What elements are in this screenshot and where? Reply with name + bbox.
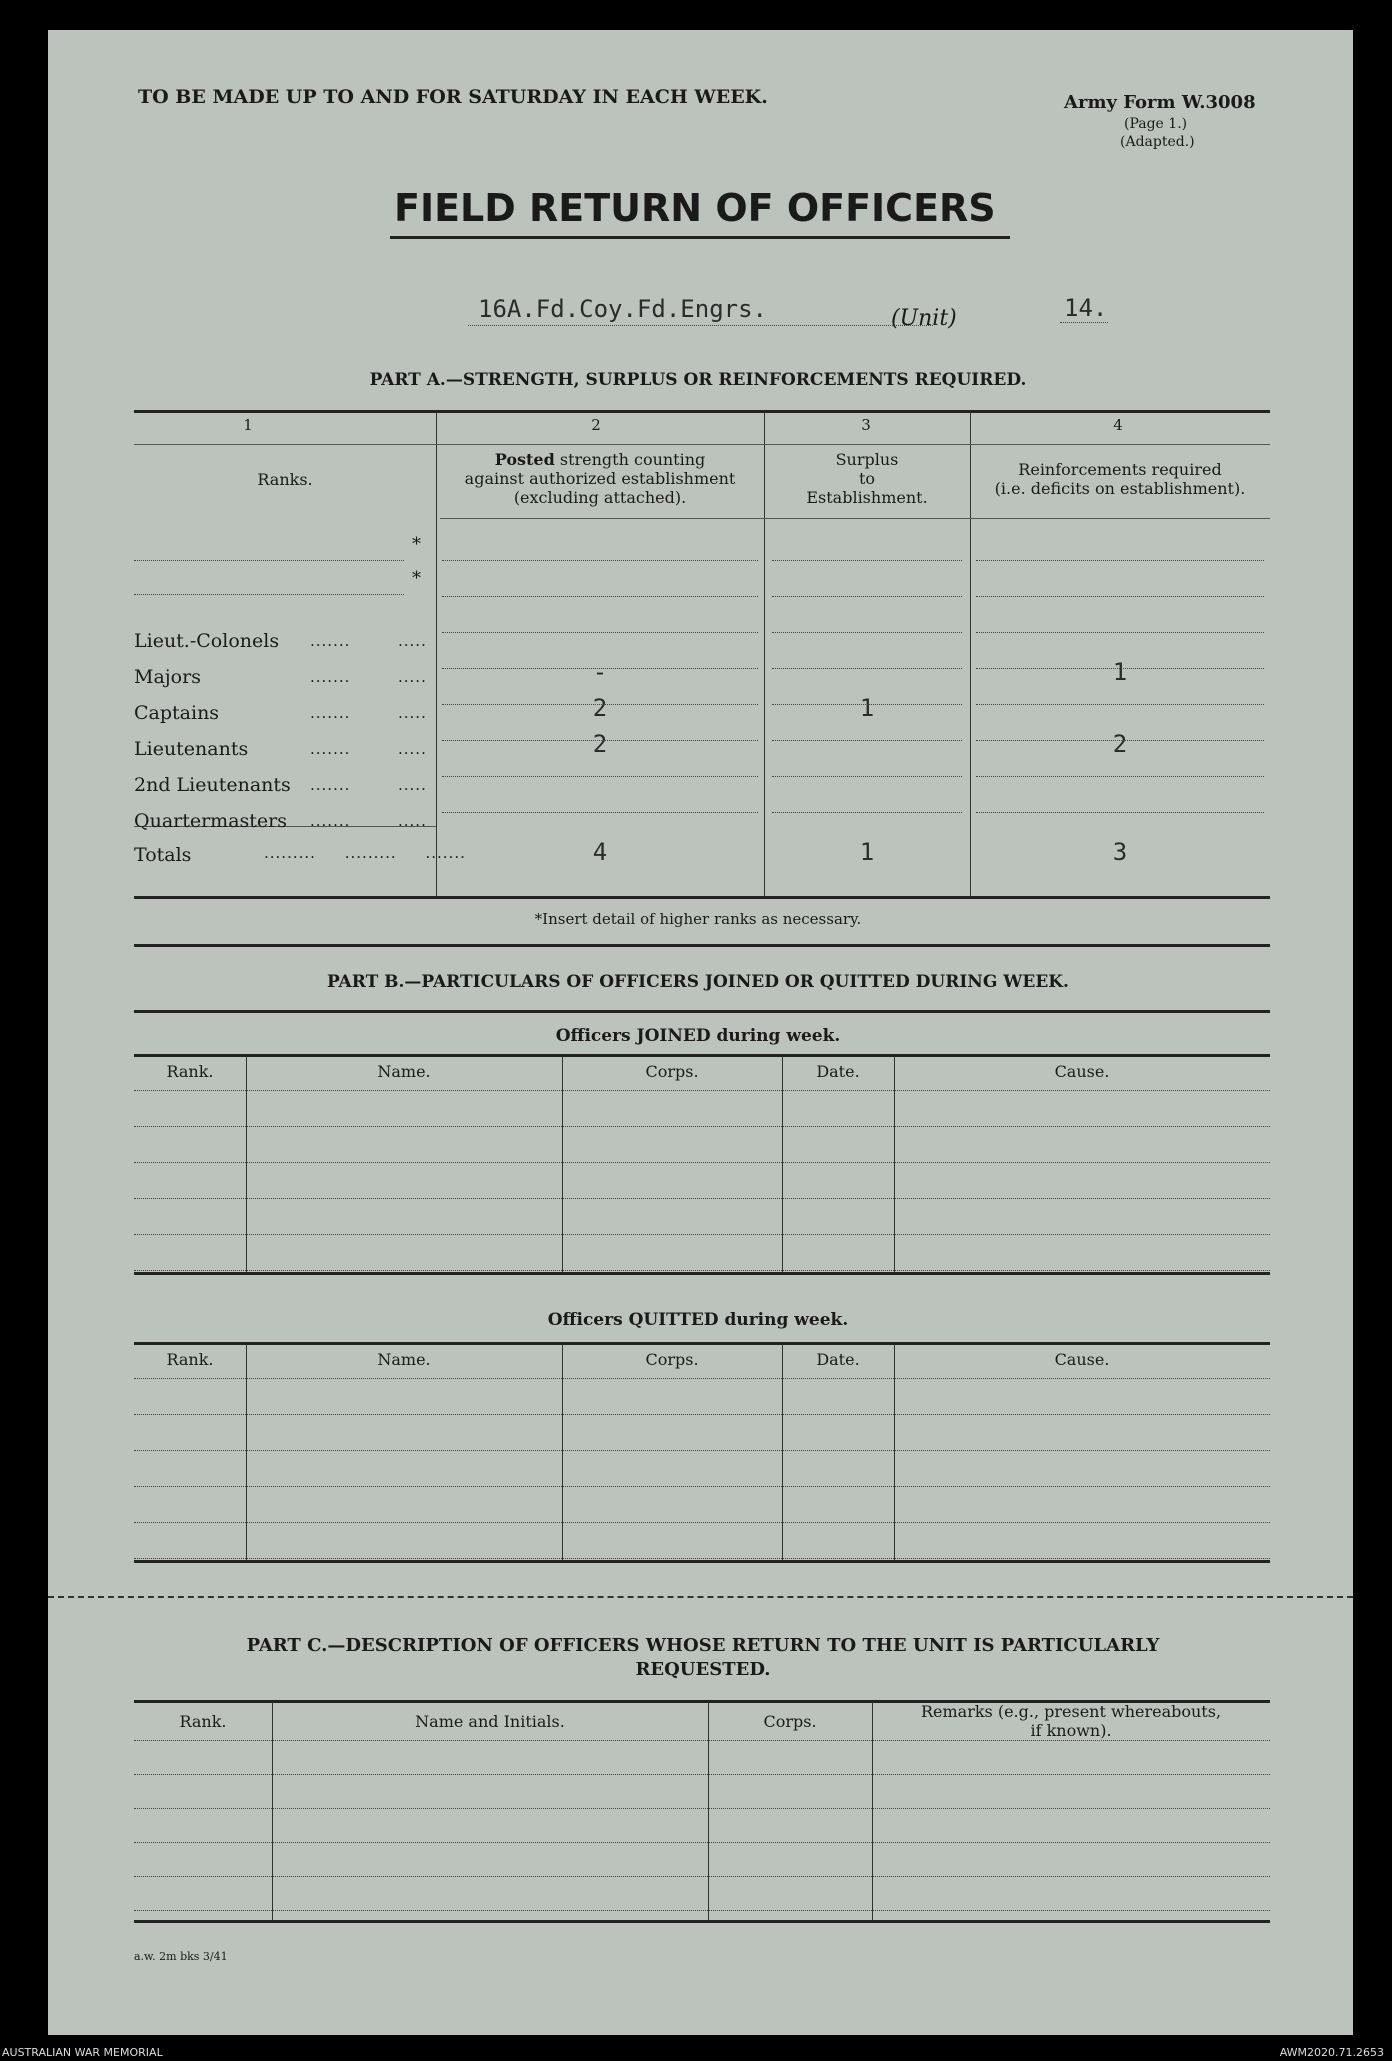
unit-value: 16A.Fd.Coy.Fd.Engrs.	[478, 295, 767, 323]
part-c-row-line	[134, 1808, 1270, 1809]
rank-label: Majors	[134, 666, 201, 688]
part-c-col-divider	[872, 1702, 873, 1920]
surplus-cell-line	[772, 812, 962, 813]
rank-label: 2nd Lieutenants	[134, 774, 291, 796]
quitted-bottom-rule	[134, 1560, 1270, 1563]
quitted-row-line	[134, 1522, 1270, 1523]
posted-value: 2	[592, 730, 608, 758]
joined-row-line	[134, 1126, 1270, 1127]
joined-row-line	[134, 1198, 1270, 1199]
rank-leader: .....	[398, 776, 427, 794]
posted-cell-line	[442, 596, 758, 597]
joined-row-line	[134, 1090, 1270, 1091]
rank-label: Quartermasters	[134, 810, 287, 832]
page-label: (Page 1.)	[1124, 116, 1188, 132]
unit-number-line	[1060, 322, 1108, 323]
part-a-header-rule	[440, 518, 1270, 519]
rank-leader: .....	[398, 668, 427, 686]
part-c-row-line	[134, 1910, 1270, 1911]
remarks-header	[872, 1702, 1270, 1740]
star-row-2-line	[134, 594, 404, 595]
col-number-4: 4	[1113, 416, 1123, 434]
joined-col-divider	[782, 1056, 783, 1272]
surplus-cell-line	[772, 776, 962, 777]
part-c-heading-line1: PART C.—DESCRIPTION OF OFFICERS WHOSE RETURN TO THE UNIT IS PARTICULARLY	[246, 1635, 1160, 1656]
part-c-col-header: Corps.	[763, 1712, 817, 1731]
surplus-cell-line	[772, 704, 962, 705]
joined-col-divider	[562, 1056, 563, 1272]
part-c-heading-line2: REQUESTED.	[635, 1659, 771, 1680]
col-posted-header-line2: against authorized establishment	[464, 469, 736, 488]
title-underline	[390, 236, 1010, 239]
part-a-top-rule	[134, 410, 1270, 413]
col-reinf-header	[970, 460, 1270, 498]
part-c-col-header: Rank.	[179, 1712, 227, 1731]
rank-leader: .......	[310, 776, 351, 794]
part-a-bottom-rule	[134, 896, 1270, 899]
part-b-heading-rule	[134, 1010, 1270, 1013]
remarks-line2: if known).	[1030, 1721, 1112, 1740]
joined-col-divider	[246, 1056, 247, 1272]
quitted-row-line	[134, 1414, 1270, 1415]
unit-label: (Unit)	[891, 306, 957, 331]
joined-col-header: Cause.	[1054, 1062, 1110, 1081]
star-mark-1: *	[412, 534, 421, 555]
reinf-value: 2	[1112, 730, 1128, 758]
part-c-row-line	[134, 1876, 1270, 1877]
posted-cell-line	[442, 668, 758, 669]
rank-leader: .......	[310, 632, 351, 650]
unit-number: 14.	[1064, 294, 1108, 322]
totals-surplus: 1	[859, 838, 875, 866]
col-posted-header-rest: strength counting	[554, 450, 706, 469]
surplus-value: 1	[859, 694, 875, 722]
quitted-col-divider	[562, 1344, 563, 1560]
rank-leader: .......	[310, 668, 351, 686]
rank-label: Lieutenants	[134, 738, 249, 760]
col-reinf-line2: (i.e. deficits on establishment).	[994, 479, 1246, 498]
reinf-value: 1	[1112, 658, 1128, 686]
col-number-2: 2	[591, 416, 601, 434]
joined-bottom-rule	[134, 1272, 1270, 1275]
quitted-col-header: Date.	[816, 1350, 860, 1369]
posted-cell-line	[442, 812, 758, 813]
col-posted-header-line3: (excluding attached).	[513, 488, 687, 507]
surplus-cell-line	[772, 668, 962, 669]
part-c-col-divider	[272, 1702, 273, 1920]
joined-row-line	[134, 1162, 1270, 1163]
part-c-heading	[128, 1634, 1278, 1682]
totals-reinf: 3	[1112, 838, 1128, 866]
rank-leader: .....	[398, 740, 427, 758]
part-c-col-divider	[708, 1702, 709, 1920]
col-surplus-line2: to	[858, 469, 876, 488]
remarks-line1: Remarks (e.g., present whereabouts,	[920, 1702, 1222, 1721]
joined-row-line	[134, 1270, 1270, 1271]
quitted-col-divider	[894, 1344, 895, 1560]
joined-row-line	[134, 1234, 1270, 1235]
joined-col-header: Rank.	[166, 1062, 214, 1081]
totals-leader: ......... ......... .......	[264, 844, 466, 862]
print-code: a.w. 2m bks 3/41	[134, 1950, 228, 1963]
joined-col-header: Date.	[816, 1062, 860, 1081]
posted-cell-line	[442, 560, 758, 561]
part-a-footnote: *Insert detail of higher ranks as necessary.	[534, 910, 862, 928]
joined-top-rule	[134, 1054, 1270, 1057]
joined-col-divider	[894, 1056, 895, 1272]
quitted-col-header: Rank.	[166, 1350, 214, 1369]
part-a-heading: PART A.—STRENGTH, SURPLUS OR REINFORCEMENTS REQUIRED.	[369, 370, 1027, 390]
footer-bar	[0, 2045, 1392, 2061]
totals-posted: 4	[592, 838, 608, 866]
reinf-cell-line	[976, 740, 1264, 741]
totals-label: Totals	[134, 844, 192, 866]
form-paper	[48, 30, 1353, 2035]
posted-cell-line	[442, 740, 758, 741]
part-c-row-line	[134, 1842, 1270, 1843]
reinf-cell-line	[976, 704, 1264, 705]
quitted-col-header: Name.	[377, 1350, 431, 1369]
rank-leader: .....	[398, 812, 427, 830]
col-number-1: 1	[243, 416, 253, 434]
rank-leader: .....	[398, 704, 427, 722]
reinf-cell-line	[976, 596, 1264, 597]
quitted-col-header: Corps.	[645, 1350, 699, 1369]
quitted-col-header: Cause.	[1054, 1350, 1110, 1369]
col-ranks-header: Ranks.	[257, 470, 313, 489]
quitted-row-line	[134, 1486, 1270, 1487]
posted-value: -	[592, 658, 608, 686]
quitted-row-line	[134, 1450, 1270, 1451]
posted-value: 2	[592, 694, 608, 722]
rank-leader: .......	[310, 812, 351, 830]
reinf-cell-line	[976, 632, 1264, 633]
col-surplus-line1: Surplus	[835, 450, 899, 469]
part-a-footnote-rule	[134, 944, 1270, 947]
part-c-row-line	[134, 1774, 1270, 1775]
footer-right: AWM2020.71.2653	[1279, 2046, 1384, 2059]
form-id: Army Form W.3008	[1064, 92, 1256, 113]
adapted-label: (Adapted.)	[1120, 134, 1195, 150]
surplus-cell-line	[772, 740, 962, 741]
quitted-col-divider	[782, 1344, 783, 1560]
col-number-3: 3	[861, 416, 871, 434]
instruction-text: TO BE MADE UP TO AND FOR SATURDAY IN EACH WEEK.	[138, 86, 768, 108]
rank-leader: .......	[310, 740, 351, 758]
col-surplus-line3: Establishment.	[806, 488, 928, 507]
surplus-cell-line	[772, 632, 962, 633]
rank-label: Lieut.-Colonels	[134, 630, 280, 652]
reinf-cell-line	[976, 776, 1264, 777]
quitted-title: Officers QUITTED during week.	[547, 1310, 849, 1330]
quitted-row-line	[134, 1378, 1270, 1379]
joined-col-header: Name.	[377, 1062, 431, 1081]
posted-cell-line	[442, 632, 758, 633]
part-a-number-rule	[134, 444, 1270, 445]
part-c-bottom-rule	[134, 1920, 1270, 1923]
reinf-cell-line	[976, 812, 1264, 813]
reinf-cell-line	[976, 560, 1264, 561]
posted-cell-line	[442, 776, 758, 777]
unit-dotted-line	[468, 325, 933, 326]
surplus-cell-line	[772, 596, 962, 597]
posted-cell-line	[442, 704, 758, 705]
joined-title: Officers JOINED during week.	[555, 1026, 841, 1046]
rank-label: Captains	[134, 702, 220, 724]
col-posted-header	[436, 450, 764, 507]
part-c-col-header: Name and Initials.	[415, 1712, 565, 1731]
quitted-top-rule	[134, 1342, 1270, 1345]
rank-leader: .......	[310, 704, 351, 722]
star-row-1-line	[134, 560, 404, 561]
joined-col-header: Corps.	[645, 1062, 699, 1081]
col-reinf-line1: Reinforcements required	[1018, 460, 1222, 479]
quitted-row-line	[134, 1558, 1270, 1559]
col-surplus-header	[764, 450, 970, 507]
star-mark-2: *	[412, 568, 421, 589]
reinf-cell-line	[976, 668, 1264, 669]
tear-line	[48, 1596, 1353, 1598]
part-b-heading: PART B.—PARTICULARS OF OFFICERS JOINED OR QUITTED DURING WEEK.	[327, 972, 1069, 992]
col-posted-header-bold: Posted	[494, 450, 555, 469]
surplus-cell-line	[772, 560, 962, 561]
rank-leader: .....	[398, 632, 427, 650]
footer-left: AUSTRALIAN WAR MEMORIAL	[2, 2046, 163, 2059]
quitted-col-divider	[246, 1344, 247, 1560]
page-title: FIELD RETURN OF OFFICERS	[394, 186, 996, 230]
part-c-row-line	[134, 1740, 1270, 1741]
